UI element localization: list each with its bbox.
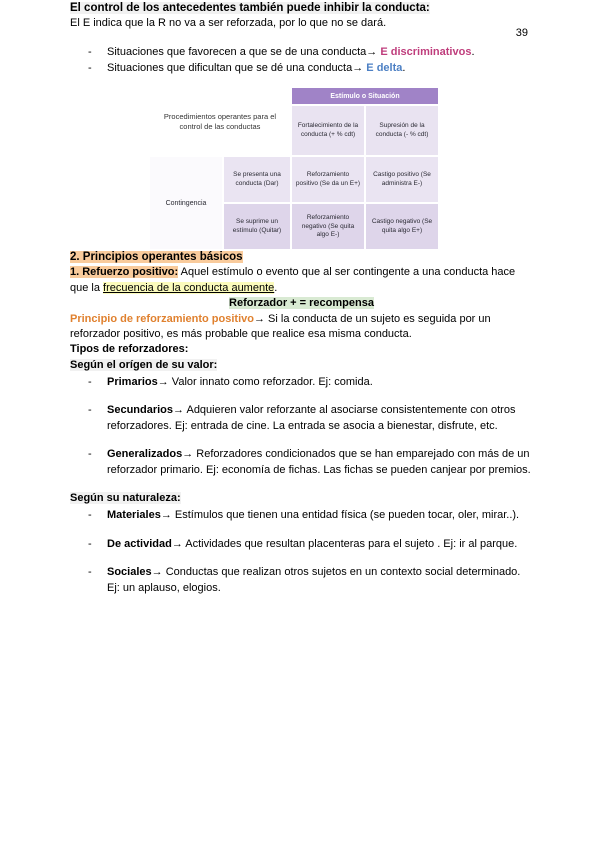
item-text: → Valor innato como reforzador. Ej: comida. [157,376,373,389]
section-heading-principios [70,249,533,265]
term-delta: E delta [366,61,403,74]
item-period: . [402,61,406,74]
table-cell-condition: Se suprime un estímulo (Quitar) [224,204,290,249]
page-content [70,0,533,609]
item-text: Situaciones que favorecen a que se de una conducta→ [107,46,381,59]
principio-paragraph [70,312,533,343]
page-number: 39 [515,27,528,39]
list-item [70,375,533,390]
item-term: Generalizados [107,448,183,461]
table-col-header-fortalecimiento: Fortalecimiento de la conducta (+ % cdt) [292,106,364,155]
table-cell-reforzamiento-negativo: Reforzamiento negativo (Se quita algo E-) [292,204,364,249]
list-item [70,403,533,434]
term-discriminativos: E discriminativos [380,46,472,59]
table-cell-condition: Se presenta una conducta (Dar) [224,157,290,202]
dash-bullet: - [88,509,92,522]
list-item [70,447,533,478]
table-row-group-label: Contingencia [150,157,222,249]
table-cell-castigo-positivo: Castigo positivo (Se administra E-) [366,157,438,202]
dash-bullet: - [88,46,92,59]
table-corner-cell: Procedimientos operantes para el control de las conductas [150,88,290,155]
refuerzo-period: . [274,281,278,294]
item-text: Situaciones que dificultan que se dé una conducta→ [107,61,367,74]
refuerzo-label: 1. Refuerzo positivo: [70,266,179,279]
origen-heading [70,358,533,373]
dash-bullet: - [88,448,92,461]
item-period: . [471,46,475,59]
list-item [70,45,533,60]
dash-bullet: - [88,566,92,579]
heading-text: 2. Principios operantes básicos [70,251,243,264]
item-term: Materiales [107,509,161,522]
dash-bullet: - [88,61,92,74]
item-term: Secundarios [107,404,174,417]
heading-text: Según el orígen de su valor: [70,358,218,371]
dash-bullet: - [88,537,92,550]
principio-label: Principio de reforzamiento positivo [70,312,254,325]
heading-text: Según su naturaleza: [70,492,181,505]
formula-text: Reforzador + = recompensa [229,297,374,310]
item-text: → Estímulos que tienen una entidad física (se pueden tocar, oler, mirar..). [160,509,520,522]
naturaleza-list [70,508,533,596]
dash-bullet: - [88,376,92,389]
principio-text: → Si la conducta de un sujeto es seguida por un reforzador positivo, es más probable que realice esa misma conducta. [70,312,491,340]
table-col-header-supresion: Supresión de la conducta (- % cdt) [366,106,438,155]
list-item [70,537,533,552]
item-text: → Conductas que realizan otros sujetos en un contexto social determinado. Ej: un aplauso, elogios. [107,566,521,594]
item-text: → Adquieren valor reforzante al asociarse consistentemente con otros reforzadores. Ej: entrada de cine. La entrada se asocia a bienestar, disfrute, etc. [107,404,516,432]
refuerzo-underlined: frecuencia de la conducta aumente [103,281,275,294]
refuerzo-text: Aquel estímulo o evento que al ser contingente a una conducta hace que la [70,266,516,294]
situaciones-list [70,45,533,76]
item-text: → Actividades que resultan placenteras para el sujeto . Ej: ir al parque. [171,537,518,550]
heading-text: El control de los antecedentes también puede inhibir la conducta: [70,2,430,14]
dash-bullet: - [88,404,92,417]
intro-paragraph: El E indica que la R no va a ser reforzada, por lo que no se dará. [70,17,387,30]
table-cell-castigo-negativo: Castigo negativo (Se quita algo E+) [366,204,438,249]
table-group-header: Estímulo o Situación [292,88,438,104]
section-heading-antecedentes [70,0,533,16]
origen-list [70,375,533,478]
item-term: Sociales [107,566,152,579]
naturaleza-heading [70,491,533,506]
table-cell-reforzamiento-positivo: Reforzamiento positivo (Se da un E+) [292,157,364,202]
list-item [70,61,533,76]
item-text: → Reforzadores condicionados que se han emparejado con más de un reforzador primario. Ej: economía de fichas. Las fichas se pueden canjear por premios. [107,448,531,476]
item-term: De actividad [107,537,172,550]
tipos-heading: Tipos de reforzadores: [70,343,189,356]
operant-procedures-table [150,88,438,249]
list-item [70,565,533,596]
formula-line [70,296,533,311]
item-term: Primarios [107,376,158,389]
refuerzo-positivo-paragraph [70,265,533,296]
list-item [70,508,533,523]
